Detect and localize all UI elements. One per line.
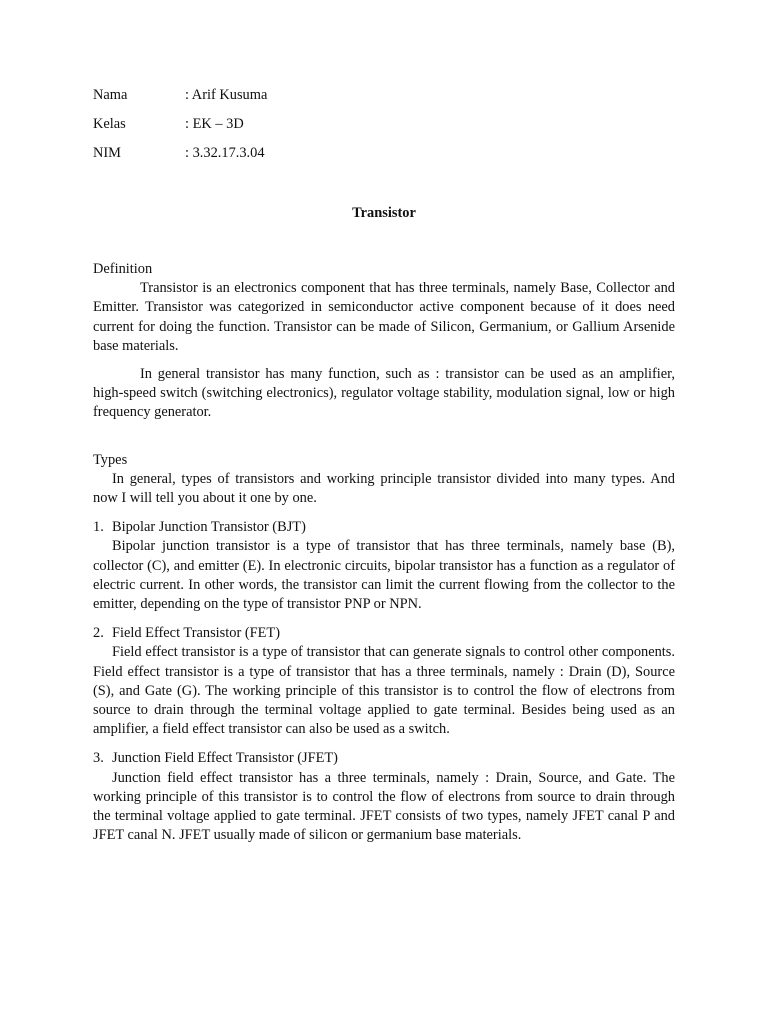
identity-row-nim [93, 144, 267, 163]
identity-label: NIM [93, 145, 121, 161]
type-item-heading [93, 518, 675, 537]
identity-value: : Arif Kusuma [185, 87, 268, 103]
type-item-title: Junction Field Effect Transistor (JFET) [112, 750, 338, 767]
identity-row-kelas [93, 115, 267, 134]
student-identity [93, 86, 267, 173]
type-item-fet [93, 624, 675, 739]
type-item-number: 2. [93, 625, 104, 642]
identity-label: Nama [93, 87, 128, 103]
document-title: Transistor [352, 205, 416, 221]
type-item-title: Field Effect Transistor (FET) [112, 625, 281, 642]
definition-paragraph: In general transistor has many function, such as : transistor can be used as an amplifier, high-speed switch (switching electronics), regulator voltage stability, modulation signal, low or high frequency generator. [93, 366, 675, 421]
type-item-text: Junction field effect transistor has a three terminals, namely : Drain, Source, and Gate. The working principle of this transistor is to control the flow of electrons from source to drain through the terminal voltage applied to gate terminal. JFET consists of two types, namely JFET canal P and JFET canal N. JFET usually made of silicon or germanium base materials. [93, 769, 675, 844]
type-item-jfet [93, 749, 675, 845]
type-item-number: 1. [93, 519, 104, 536]
types-heading: Types [93, 451, 128, 468]
type-item-bjt [93, 518, 675, 614]
definition-paragraph: Transistor is an electronics component that has three terminals, namely Base, Collector and Emitter. Transistor was categorized in semiconductor active component because of it does need current for doing the function. Transistor can be made of Silicon, Germanium, or Gallium Arsenide base materials. [93, 280, 675, 354]
type-item-text: Bipolar junction transistor is a type of transistor that has three terminals, namely base (B), collector (C), and emitter (E). In electronic circuits, bipolar transistor has a function as a regulator of electric current. In other words, the transistor can limit the current flowing from the collector to the emitter, depending on the type of transistor PNP or NPN. [93, 538, 675, 613]
identity-label: Kelas [93, 116, 126, 132]
type-item-title: Bipolar Junction Transistor (BJT) [112, 519, 306, 536]
types-intro: In general, types of transistors and working principle transistor divided into many types. And now I will tell you about it one by one. [93, 470, 675, 507]
type-item-heading [93, 749, 675, 768]
identity-value: : EK – 3D [185, 116, 244, 132]
type-item-heading [93, 624, 675, 643]
definition-heading: Definition [93, 261, 153, 277]
type-item-text: Field effect transistor is a type of transistor that can generate signals to control other components. Field effect transistor is a type of transistor that has a three terminals, namely : Drain (D), Source (S), and Gate (G). The working principle of this transistor is to control the flow of electrons from source to drain through the terminal voltage applied to gate terminal. Besides being used as an amplifier, a field effect transistor can also be used as a switch. [93, 644, 675, 738]
document-body [93, 260, 675, 845]
type-item-number: 3. [93, 750, 104, 767]
identity-row-nama [93, 86, 267, 105]
identity-value: : 3.32.17.3.04 [185, 145, 265, 161]
